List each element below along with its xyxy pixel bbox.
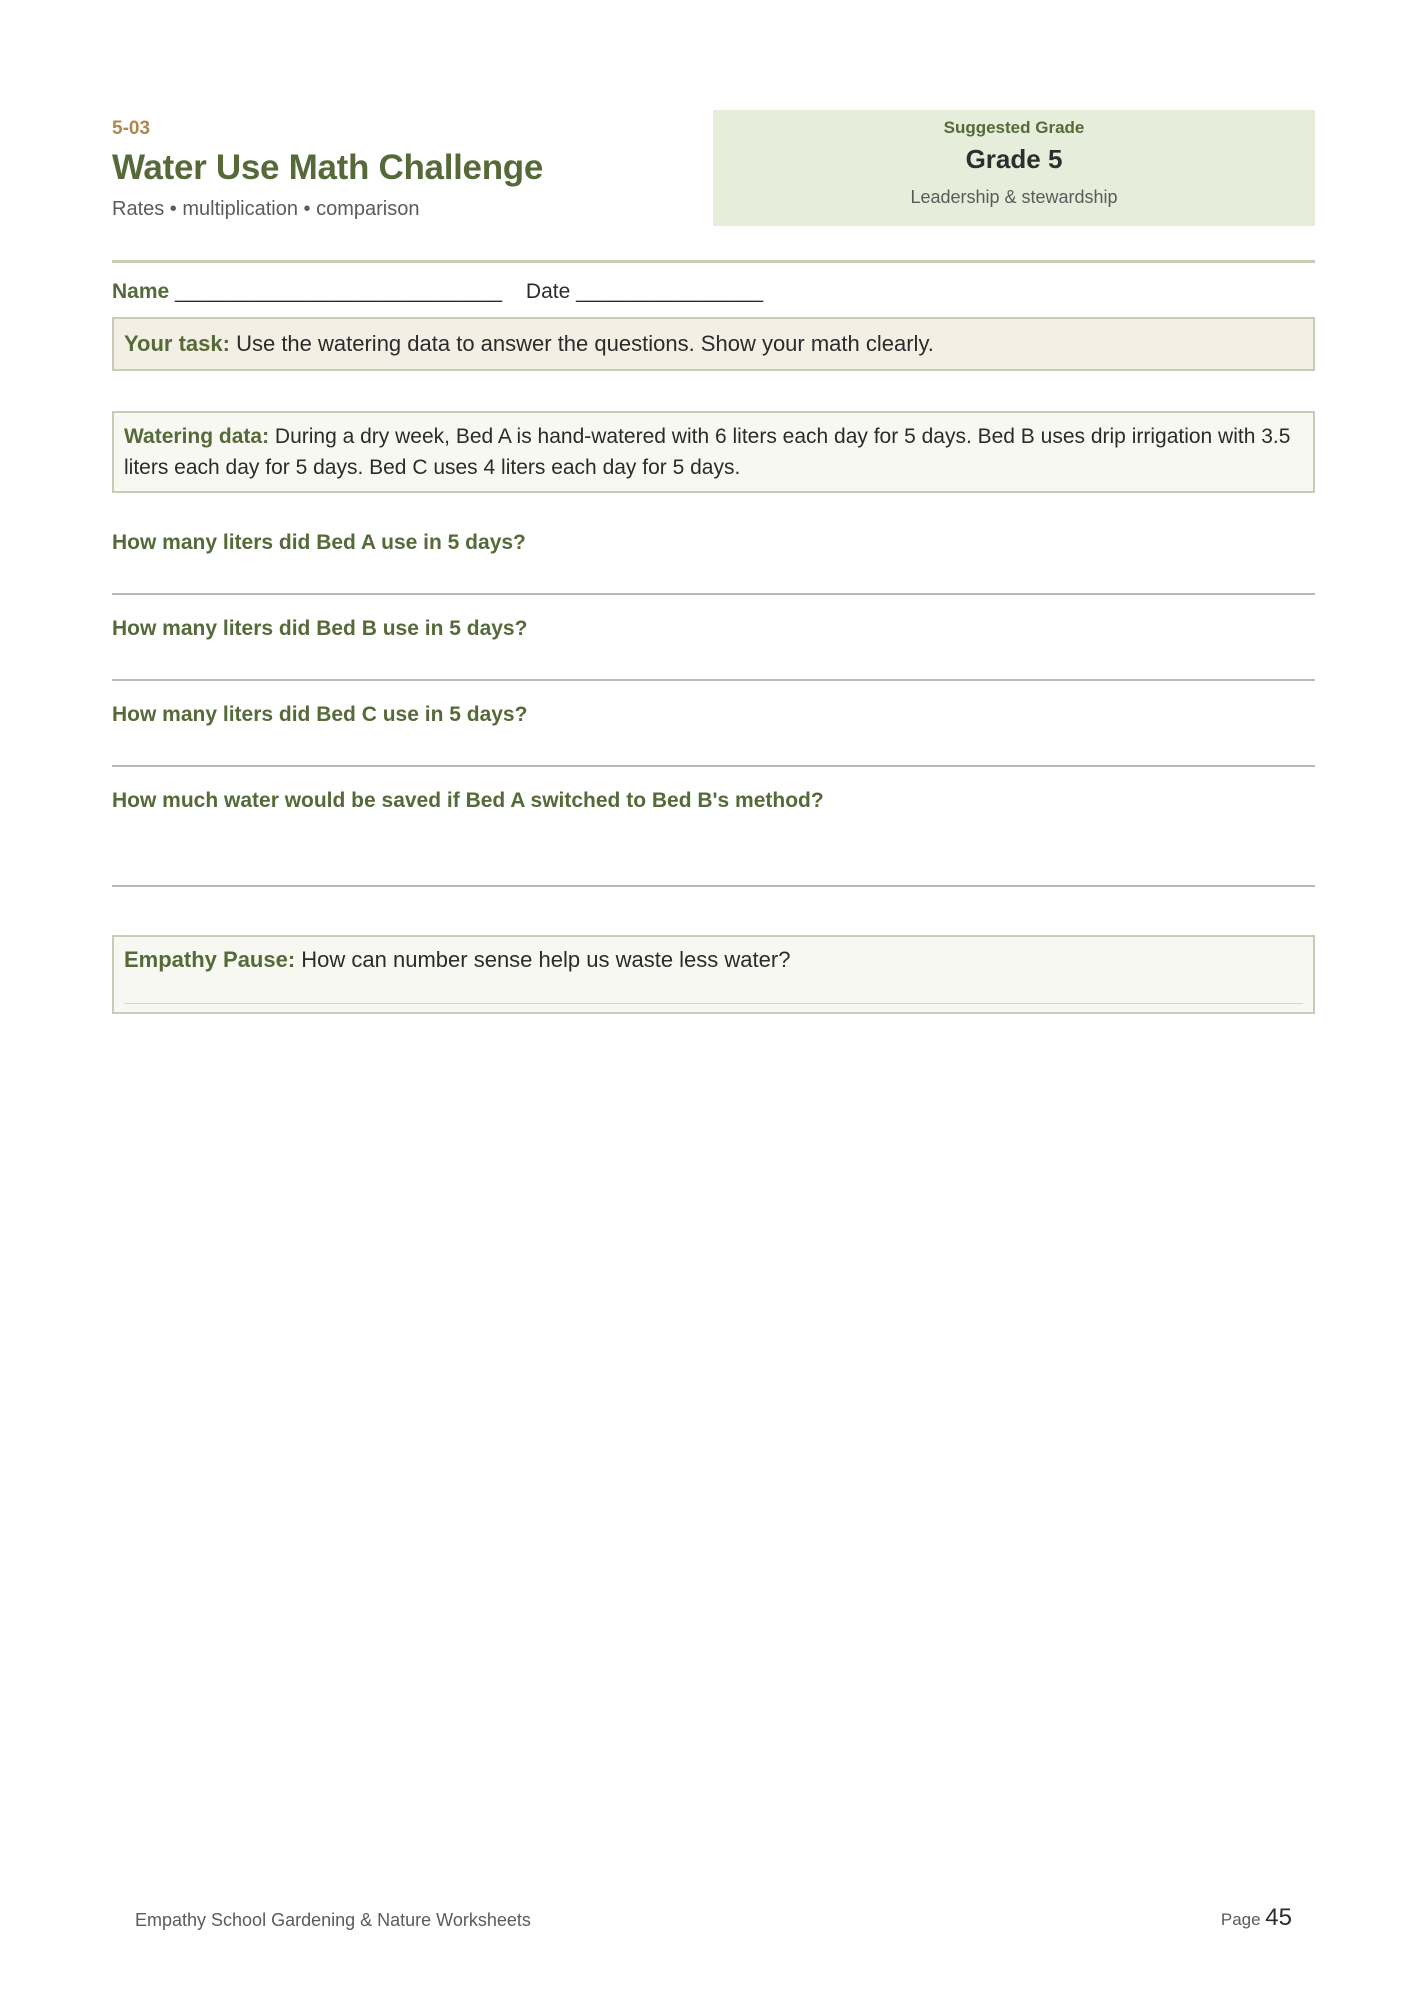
empathy-pause-box [112, 935, 1315, 1014]
name-date-line [112, 277, 1315, 307]
empathy-label: Empathy Pause: [124, 947, 296, 972]
answer-line-2[interactable] [112, 679, 1315, 681]
grade-value: Grade 5 [965, 144, 1063, 174]
watering-data-box [112, 411, 1315, 493]
question-4: How much water would be saved if Bed A switched to Bed B's method? [112, 789, 824, 812]
worksheet-code: 5-03 [112, 118, 151, 139]
answer-line-3[interactable] [112, 765, 1315, 767]
task-label: Your task: [124, 331, 230, 356]
empathy-answer-line[interactable] [124, 1003, 1303, 1004]
grade-label: Suggested Grade [943, 118, 1085, 137]
worksheet-header [112, 110, 1315, 260]
empathy-text: How can number sense help us waste less water? [301, 947, 791, 972]
suggested-grade-box [713, 110, 1315, 226]
worksheet-title: Water Use Math Challenge [112, 148, 544, 187]
grade-note: Leadership & stewardship [910, 187, 1118, 207]
page-number: 45 [1265, 1904, 1292, 1931]
date-label: Date [525, 280, 571, 303]
answer-line-4[interactable] [112, 885, 1315, 887]
footer-title: Empathy School Gardening & Nature Worksheets [135, 1910, 531, 1930]
page-label: Page [1220, 1910, 1261, 1929]
answer-line-1[interactable] [112, 593, 1315, 595]
name-field[interactable]: ____________________________ [175, 280, 503, 303]
worksheet-subtitle: Rates • multiplication • comparison [112, 198, 420, 220]
title-block [112, 110, 543, 221]
name-label: Name [112, 280, 170, 303]
worksheet-page [112, 110, 1315, 1014]
question-2: How many liters did Bed B use in 5 days? [112, 617, 528, 640]
footer-page [1221, 1904, 1292, 1932]
date-field[interactable]: ________________ [576, 280, 763, 303]
watering-data-label: Watering data: [124, 425, 270, 448]
header-divider [112, 260, 1315, 263]
question-3: How many liters did Bed C use in 5 days? [112, 703, 528, 726]
watering-data-text: During a dry week, Bed A is hand-watered with 6 liters each day for 5 days. Bed B uses drip irrigation with 3.5 liters each day for 5 days. Bed C uses 4 liters each day for 5 days. [124, 425, 1291, 479]
question-1: How many liters did Bed A use in 5 days? [112, 531, 526, 554]
task-box [112, 317, 1315, 371]
task-text: Use the watering data to answer the questions. Show your math clearly. [236, 331, 934, 356]
